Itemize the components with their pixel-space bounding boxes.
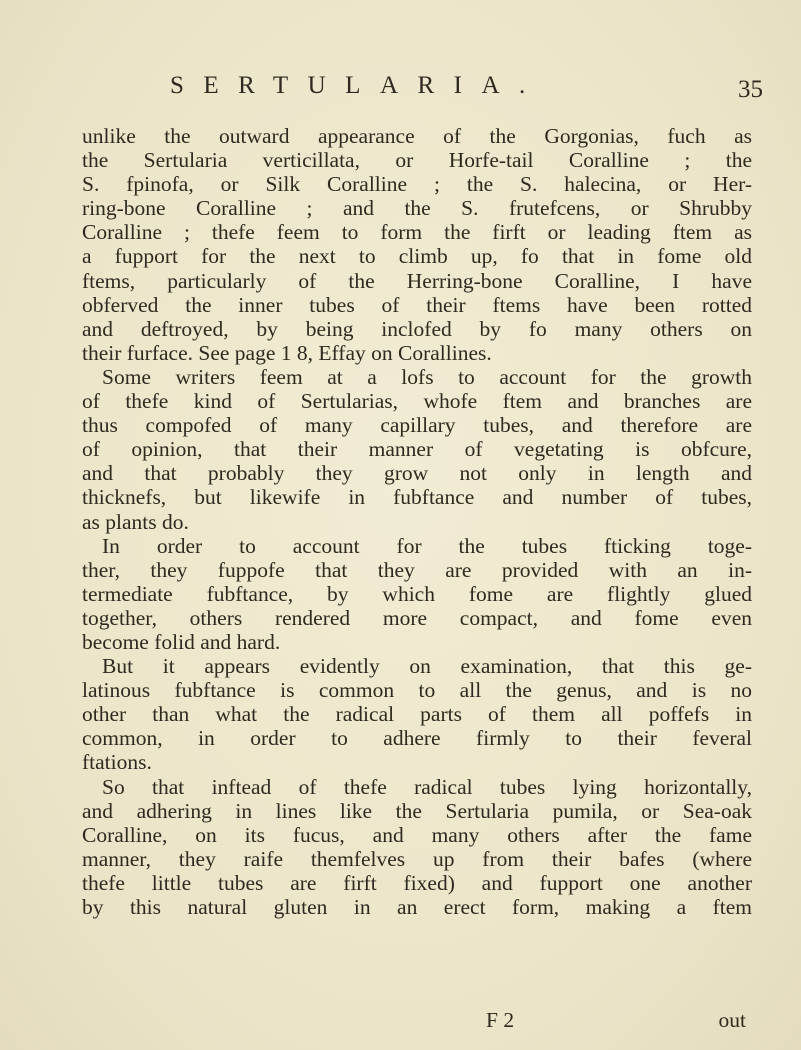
- text-line: thicknefs, but likewife in fubftance and number of tubes,: [82, 485, 752, 510]
- text-line: as plants do.: [82, 509, 189, 534]
- text-line: Coralline ; thefe feem to form the firft or leading ftem as: [82, 220, 752, 245]
- running-title: SERTULARIA.: [170, 72, 545, 99]
- text-line: ftations.: [82, 750, 152, 775]
- text-line: manner, they raife themfelves up from their bafes (where: [82, 846, 752, 871]
- text-line: of opinion, that their manner of vegetating is obfcure,: [82, 437, 752, 462]
- text-line: and that probably they grow not only in length and: [82, 461, 752, 486]
- text-line: ring-bone Coralline ; and the S. frutefcens, or Shrubby: [82, 196, 752, 221]
- text-line: become folid and hard.: [82, 629, 281, 654]
- text-line: and deftroyed, by being inclofed by fo many others on: [82, 316, 752, 341]
- text-line: thefe little tubes are firft fixed) and fupport one another: [82, 870, 752, 895]
- text-line: of thefe kind of Sertularias, whofe ftem and branches are: [82, 389, 752, 414]
- text-line: ther, they fuppofe that they are provided with an in-: [82, 557, 752, 582]
- page-footer: [82, 1008, 752, 1032]
- text-line: latinous fubftance is common to all the genus, and is no: [82, 678, 752, 703]
- text-line: common, in order to adhere firmly to their feveral: [82, 726, 752, 751]
- text-line: S. fpinofa, or Silk Coralline ; the S. halecina, or Her-: [82, 172, 752, 197]
- text-line: by this natural gluten in an erect form, making a ftem: [82, 895, 752, 919]
- text-line: their furface. See page 1 8, Effay on Corallines.: [82, 340, 492, 365]
- text-line: But it appears evidently on examination, that this ge-: [102, 654, 752, 679]
- text-line: ftems, particularly of the Herring-bone Coralline, I have: [82, 268, 752, 293]
- text-line: the Sertularia verticillata, or Horfe-tail Coralline ; the: [82, 148, 752, 173]
- text-line: In order to account for the tubes fticking toge-: [102, 533, 752, 558]
- text-line: thus compofed of many capillary tubes, and therefore are: [82, 413, 752, 438]
- text-line: and adhering in lines like the Sertularia pumila, or Sea-oak: [82, 798, 752, 823]
- text-line: So that inftead of thefe radical tubes lying horizontally,: [102, 774, 752, 799]
- text-line: together, others rendered more compact, and fome even: [82, 605, 752, 630]
- body-text: [82, 124, 752, 919]
- text-line: other than what the radical parts of them all poffefs in: [82, 702, 752, 727]
- catchword: out: [718, 1008, 746, 1032]
- text-line: Coralline, on its fucus, and many others after the fame: [82, 822, 752, 847]
- page-number: 35: [738, 76, 763, 103]
- text-line: unlike the outward appearance of the Gorgonias, fuch as: [82, 124, 752, 148]
- text-line: a fupport for the next to climb up, fo that in fome old: [82, 244, 752, 269]
- signature-mark: F 2: [486, 1008, 515, 1032]
- text-line: Some writers feem at a lofs to account for the growth: [102, 364, 752, 389]
- text-line: termediate fubftance, by which fome are flightly glued: [82, 581, 752, 606]
- text-line: obferved the inner tubes of their ftems have been rotted: [82, 292, 752, 317]
